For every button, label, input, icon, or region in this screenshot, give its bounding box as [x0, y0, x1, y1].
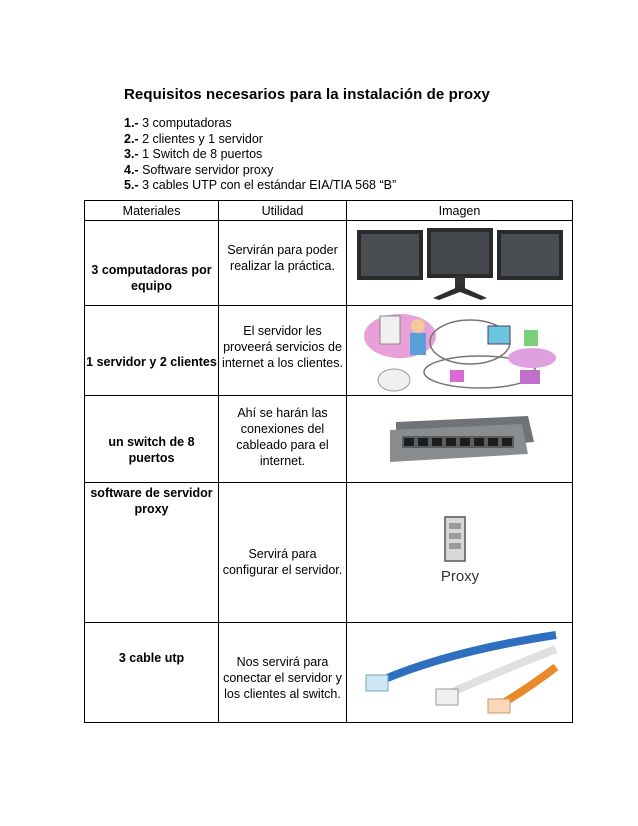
proxy-server-image: [425, 515, 495, 591]
material-cell: 3 cable utp: [85, 623, 219, 723]
utility-cell: El servidor les proveerá servicios de internet a los clientes.: [219, 306, 347, 396]
page-title: Requisitos necesarios para la instalación de proxy: [124, 86, 490, 103]
material-cell: 3 computadoras por equipo: [85, 221, 219, 306]
material-cell: un switch de 8 puertos: [85, 396, 219, 483]
table-row: [85, 623, 573, 723]
requirement-item: 1.- 3 computadoras: [124, 116, 232, 130]
requirement-item: 2.- 2 clientes y 1 servidor: [124, 131, 263, 146]
requirements-list: [124, 116, 396, 194]
monitors-image: [355, 226, 565, 301]
image-cell: [347, 623, 573, 723]
image-cell: [347, 483, 573, 623]
header-utilidad: Utilidad: [219, 201, 347, 221]
materials-table: [84, 200, 573, 723]
utp-cables-image: [360, 631, 560, 715]
requirement-item: 5.- 3 cables UTP con el estándar EIA/TIA 568 “B”: [124, 178, 397, 192]
table-row: [85, 306, 573, 396]
material-cell: software de servidor proxy: [85, 483, 219, 623]
material-cell: 1 servidor y 2 clientes: [85, 306, 219, 396]
image-cell: [347, 306, 573, 396]
table-row: [85, 396, 573, 483]
requirement-item: 4.- Software servidor proxy: [124, 162, 274, 177]
image-cell: [347, 396, 573, 483]
proxy-label: Proxy: [440, 567, 479, 585]
header-materiales: Materiales: [85, 201, 219, 221]
requirement-item: 3.- 1 Switch de 8 puertos: [124, 147, 263, 161]
table-header-row: [85, 201, 573, 221]
header-imagen: Imagen: [347, 201, 573, 221]
utility-cell: Servirán para poder realizar la práctica.: [219, 221, 347, 306]
table-row: [85, 221, 573, 306]
utility-cell: Ahí se harán las conexiones del cableado para el internet.: [219, 396, 347, 483]
table-row: [85, 483, 573, 623]
utility-cell: Servirá para configurar el servidor.: [219, 483, 347, 623]
image-cell: [347, 221, 573, 306]
server-clients-image: [360, 308, 560, 394]
utility-cell: Nos servirá para conectar el servidor y los clientes al switch.: [219, 623, 347, 723]
switch-image: [382, 412, 538, 466]
